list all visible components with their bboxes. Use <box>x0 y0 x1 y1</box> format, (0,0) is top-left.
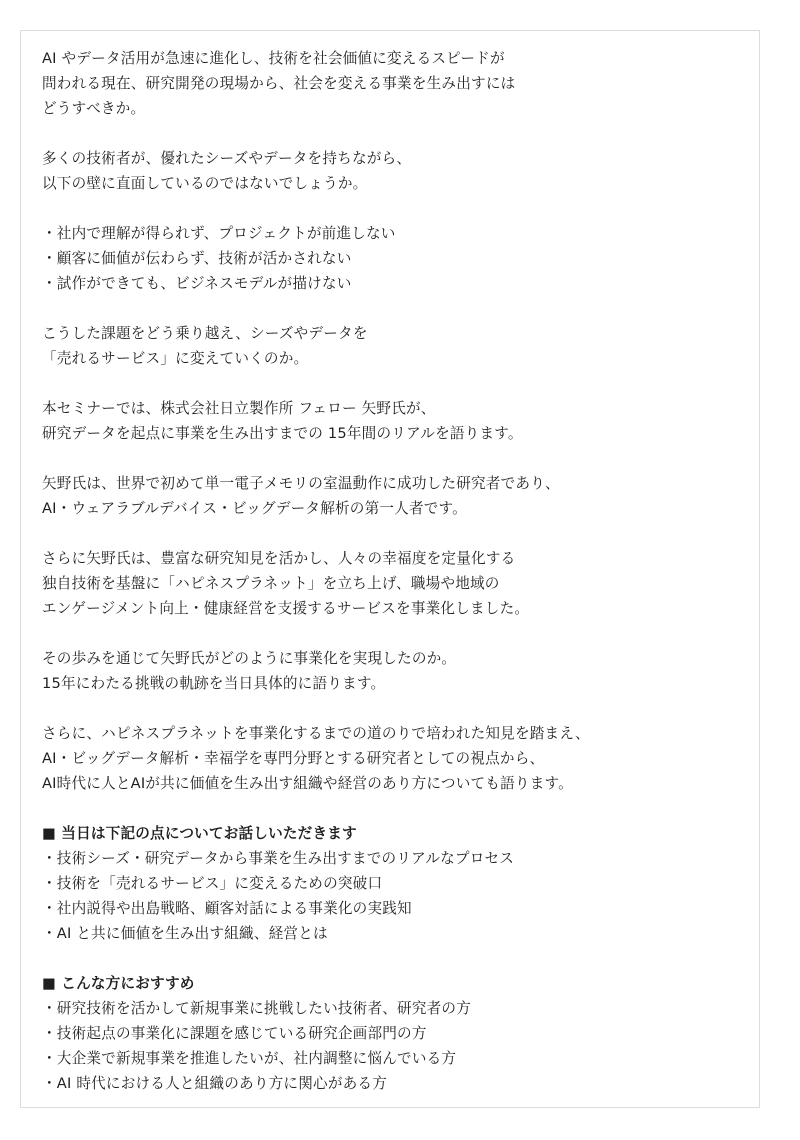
text-line: 独自技術を基盤に「ハピネスプラネット」を立ち上げ、職場や地域の <box>42 575 500 592</box>
text-line: AI・ビッグデータ解析・幸福学を専門分野とする研究者としての視点から、 <box>42 750 545 767</box>
list-item: ・社内で理解が得られず、プロジェクトが前進しない <box>42 225 396 242</box>
paragraph-speaker <box>42 471 747 521</box>
list-item: ・顧客に価値が伝わらず、技術が活かされない <box>42 250 352 267</box>
list-item: ・技術起点の事業化に課題を感じている研究企画部門の方 <box>42 1025 427 1042</box>
list-item: ・研究技術を活かして新規事業に挑戦したい技術者、研究者の方 <box>42 1000 472 1017</box>
text-line: 研究データを起点に事業を生み出すまでの 15年間のリアルを語ります。 <box>42 425 523 442</box>
list-item: ・試作ができても、ビジネスモデルが描けない <box>42 275 352 292</box>
paragraph-ai-era <box>42 721 747 796</box>
paragraph-seminar <box>42 396 747 446</box>
text-line: 「売れるサービス」に変えていくのか。 <box>42 350 309 367</box>
paragraph-journey <box>42 646 747 696</box>
text-line: 15年にわたる挑戦の軌跡を当日具体的に語ります。 <box>42 675 386 692</box>
text-line: AI時代に人とAIが共に価値を生み出す組織や経営のあり方についても語ります。 <box>42 775 573 792</box>
text-line: 多くの技術者が、優れたシーズやデータを持ちながら、 <box>42 150 412 167</box>
paragraph-intro <box>42 46 747 121</box>
paragraph-problem <box>42 146 747 196</box>
text-line: 問われる現在、研究開発の現場から、社会を変える事業を生み出すには <box>42 75 516 92</box>
text-line: エンゲージメント向上・健康経営を支援するサービスを事業化しました。 <box>42 600 530 617</box>
list-item: ・社内説得や出島戦略、顧客対話による事業化の実践知 <box>42 900 412 917</box>
list-item: ・技術を「売れるサービス」に変えるための突破口 <box>42 875 383 892</box>
text-line: こうした課題をどう乗り越え、シーズやデータを <box>42 325 368 342</box>
text-line: 以下の壁に直面しているのではないでしょうか。 <box>42 175 368 192</box>
paragraph-barriers-list <box>42 221 747 296</box>
text-line: どうすべきか。 <box>42 100 146 117</box>
text-line: さらに、ハピネスプラネットを事業化するまでの道のりで培われた知見を踏まえ、 <box>42 725 590 742</box>
audience-heading: ■ こんな方におすすめ <box>42 975 195 992</box>
text-line: 本セミナーでは、株式会社日立製作所 フェロー 矢野氏が、 <box>42 400 436 417</box>
list-item: ・技術シーズ・研究データから事業を生み出すまでのリアルなプロセス <box>42 850 515 867</box>
audience-section <box>42 971 747 1096</box>
text-line: AI・ウェアラブルデバイス・ビッグデータ解析の第一人者です。 <box>42 500 467 517</box>
paragraph-question <box>42 321 747 371</box>
text-line: AI やデータ活用が急速に進化し、技術を社会価値に変えるスピードが <box>42 50 505 67</box>
article-body <box>42 46 747 1096</box>
list-item: ・AI と共に価値を生み出す組織、経営とは <box>42 925 328 942</box>
topics-heading: ■ 当日は下記の点についてお話しいただきます <box>42 825 357 842</box>
topics-section <box>42 821 747 946</box>
text-line: その歩みを通じて矢野氏がどのように事業化を実現したのか。 <box>42 650 457 667</box>
article-card <box>20 30 760 1108</box>
list-item: ・大企業で新規事業を推進したいが、社内調整に悩んでいる方 <box>42 1050 457 1067</box>
text-line: さらに矢野氏は、豊富な研究知見を活かし、人々の幸福度を定量化する <box>42 550 516 567</box>
list-item: ・AI 時代における人と組織のあり方に関心がある方 <box>42 1075 387 1092</box>
text-line: 矢野氏は、世界で初めて単一電子メモリの室温動作に成功した研究者であり、 <box>42 475 560 492</box>
paragraph-happiness-planet <box>42 546 747 621</box>
